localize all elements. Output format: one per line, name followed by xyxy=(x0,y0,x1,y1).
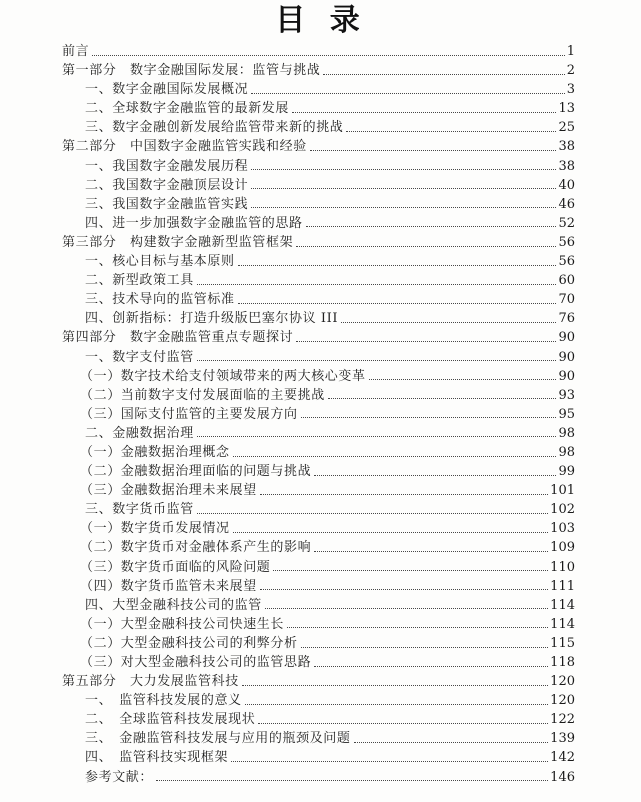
toc-entry-label: （一）数字货币发展情况 xyxy=(80,521,230,537)
toc-entry[interactable] xyxy=(62,479,575,498)
dotted-leader xyxy=(258,723,548,724)
toc-entry-label: （一）大型金融科技公司快速生长 xyxy=(80,616,285,632)
toc-entry-label: （二）当前数字支付发展面临的主要挑战 xyxy=(80,387,325,403)
toc-entry[interactable] xyxy=(62,288,575,307)
toc-entry-page-number: 98 xyxy=(558,444,575,460)
toc-entry-label: 一、我国数字金融发展历程 xyxy=(85,158,249,174)
toc-entry[interactable] xyxy=(62,670,575,689)
toc-entry-label: 二、 全球监管科技发展现状 xyxy=(85,712,256,728)
toc-entry-page-number: 109 xyxy=(550,540,575,556)
dotted-leader xyxy=(314,475,556,476)
dotted-leader xyxy=(242,685,548,686)
toc-list xyxy=(62,40,575,785)
toc-entry-page-number: 90 xyxy=(558,330,575,346)
toc-entry[interactable] xyxy=(62,97,575,116)
toc-entry-label: 一、数字支付监管 xyxy=(85,349,194,365)
toc-entry-page-number: 99 xyxy=(558,464,575,480)
dotted-leader xyxy=(251,188,556,189)
toc-entry-label: 一、核心目标与基本原则 xyxy=(85,254,235,270)
toc-entry[interactable] xyxy=(62,365,575,384)
toc-entry[interactable] xyxy=(62,326,575,345)
toc-entry-label: 第一部分 数字金融国际发展：监管与挑战 xyxy=(62,63,321,79)
toc-entry-label: （三）国际支付监管的主要发展方向 xyxy=(80,406,298,422)
toc-entry-label: 第五部分 大力发展监管科技 xyxy=(62,674,239,690)
toc-entry-page-number: 111 xyxy=(550,578,575,594)
dotted-leader xyxy=(346,131,556,132)
dotted-leader xyxy=(251,93,565,94)
toc-entry-page-number: 1 xyxy=(566,44,575,59)
toc-entry-page-number: 90 xyxy=(558,349,575,365)
toc-entry[interactable] xyxy=(62,403,575,422)
toc-entry-label: 前言 xyxy=(62,44,90,59)
toc-entry-page-number: 25 xyxy=(558,120,575,136)
toc-entry-label: 三、技术导向的监管标准 xyxy=(85,292,235,308)
toc-entry-page-number: 76 xyxy=(558,311,575,327)
toc-entry-page-number: 56 xyxy=(558,254,575,270)
toc-entry-page-number: 139 xyxy=(550,731,575,747)
dotted-leader xyxy=(314,666,548,667)
toc-entry-label: 二、全球数字金融监管的最新发展 xyxy=(85,101,290,117)
dotted-leader xyxy=(323,74,564,75)
dotted-leader xyxy=(292,112,556,113)
toc-entry[interactable] xyxy=(62,212,575,231)
page-title: 目 录 xyxy=(275,3,362,38)
toc-entry-page-number: 38 xyxy=(558,139,575,155)
toc-entry-label: （二）金融数据治理面临的问题与挑战 xyxy=(80,464,312,480)
toc-entry[interactable] xyxy=(62,441,575,460)
toc-entry[interactable] xyxy=(62,193,575,212)
toc-entry[interactable] xyxy=(62,575,575,594)
toc-entry-page-number: 13 xyxy=(558,101,575,117)
toc-entry-page-number: 56 xyxy=(558,234,575,250)
toc-entry[interactable] xyxy=(62,307,575,326)
toc-entry[interactable] xyxy=(62,250,575,269)
toc-entry[interactable] xyxy=(62,422,575,441)
toc-entry-page-number: 90 xyxy=(558,368,575,384)
dotted-leader xyxy=(251,169,556,170)
toc-entry-label: 第二部分 中国数字金融监管实践和经验 xyxy=(62,139,307,155)
toc-entry-label: 二、金融数据治理 xyxy=(85,425,194,441)
toc-entry-label: 四、大型金融科技公司的监管 xyxy=(85,597,262,613)
toc-entry-page-number: 142 xyxy=(550,750,575,766)
toc-entry-page-number: 118 xyxy=(550,655,575,670)
toc-entry[interactable] xyxy=(62,689,575,708)
toc-entry-label: 第四部分 数字金融监管重点专题探讨 xyxy=(62,330,294,346)
toc-entry-page-number: 98 xyxy=(558,425,575,441)
toc-entry-page-number: 120 xyxy=(550,674,575,690)
toc-entry[interactable] xyxy=(62,708,575,727)
toc-entry-label: （一）数字技术给支付领域带来的两大核心变革 xyxy=(80,368,366,384)
dotted-leader xyxy=(328,398,557,399)
toc-entry-page-number: 146 xyxy=(550,769,575,785)
toc-entry-label: 四、进一步加强数字金融监管的思路 xyxy=(85,215,303,231)
toc-entry-label: 四、创新指标：打造升级版巴塞尔协议 III xyxy=(85,311,339,327)
dotted-leader xyxy=(197,513,548,514)
dotted-leader xyxy=(156,780,548,781)
toc-entry-label: 一、 监管科技发展的意义 xyxy=(85,693,242,709)
toc-entry[interactable] xyxy=(62,384,575,403)
dotted-leader xyxy=(314,551,548,552)
toc-entry-label: （三）数字货币面临的风险问题 xyxy=(80,559,271,575)
toc-entry[interactable] xyxy=(62,460,575,479)
toc-entry[interactable] xyxy=(62,116,575,135)
toc-entry-page-number: 52 xyxy=(558,215,575,231)
dotted-leader xyxy=(273,570,548,571)
dotted-leader xyxy=(287,627,548,628)
toc-entry-page-number: 2 xyxy=(566,63,575,79)
toc-entry[interactable] xyxy=(62,155,575,174)
toc-entry-label: 一、数字金融国际发展概况 xyxy=(85,82,249,98)
toc-entry[interactable] xyxy=(62,78,575,97)
toc-entry[interactable] xyxy=(62,632,575,651)
dotted-leader xyxy=(260,494,548,495)
dotted-leader xyxy=(233,456,557,457)
dotted-leader xyxy=(238,303,557,304)
dotted-leader xyxy=(92,55,565,56)
toc-entry[interactable] xyxy=(62,346,575,365)
toc-entry-label: 三、 金融监管科技发展与应用的瓶颈及问题 xyxy=(85,731,351,747)
toc-entry-page-number: 60 xyxy=(558,273,575,289)
dotted-leader xyxy=(251,207,556,208)
toc-entry-label: 三、数字金融创新发展给监管带来新的挑战 xyxy=(85,120,344,136)
toc-entry-page-number: 38 xyxy=(558,158,575,174)
dotted-leader xyxy=(197,284,557,285)
toc-entry-page-number: 40 xyxy=(558,177,575,193)
dotted-leader xyxy=(245,704,548,705)
toc-entry[interactable] xyxy=(62,135,575,154)
toc-entry-page-number: 101 xyxy=(550,483,575,499)
toc-entry-label: 三、数字货币监管 xyxy=(85,502,194,518)
dotted-leader xyxy=(310,150,557,151)
toc-entry-page-number: 110 xyxy=(550,559,575,575)
dotted-leader xyxy=(238,265,557,266)
dotted-leader xyxy=(231,761,548,762)
toc-entry-label: 三、我国数字金融监管实践 xyxy=(85,196,249,212)
toc-entry[interactable] xyxy=(62,517,575,536)
toc-entry-label: （一）金融数据治理概念 xyxy=(80,444,230,460)
toc-entry[interactable] xyxy=(62,594,575,613)
toc-entry-page-number: 114 xyxy=(550,616,575,632)
dotted-leader xyxy=(265,608,548,609)
toc-entry-label: （三）金融数据治理未来展望 xyxy=(80,483,257,499)
toc-entry-page-number: 122 xyxy=(550,712,575,728)
toc-entry-label: （二）大型金融科技公司的利弊分析 xyxy=(80,635,298,651)
toc-entry[interactable] xyxy=(62,269,575,288)
toc-entry-label: （四）数字货币监管未来展望 xyxy=(80,578,257,594)
toc-entry[interactable] xyxy=(62,727,575,746)
dotted-leader xyxy=(301,647,549,648)
toc-entry-label: 二、新型政策工具 xyxy=(85,273,194,289)
toc-entry[interactable] xyxy=(62,40,575,59)
toc-entry-page-number: 114 xyxy=(550,597,575,613)
toc-entry-label: 二、我国数字金融顶层设计 xyxy=(85,177,249,193)
toc-entry[interactable] xyxy=(62,613,575,632)
toc-entry[interactable] xyxy=(62,746,575,765)
toc-entry-page-number: 103 xyxy=(550,521,575,537)
toc-entry[interactable] xyxy=(62,174,575,193)
toc-entry-page-number: 3 xyxy=(566,82,575,98)
toc-entry[interactable] xyxy=(62,536,575,555)
toc-entry-page-number: 115 xyxy=(550,635,575,651)
dotted-leader xyxy=(296,341,556,342)
toc-entry-page-number: 70 xyxy=(558,292,575,308)
dotted-leader xyxy=(369,379,557,380)
toc-entry-page-number: 93 xyxy=(558,387,575,403)
toc-entry-page-number: 102 xyxy=(550,502,575,518)
dotted-leader xyxy=(354,742,549,743)
toc-entry-page-number: 46 xyxy=(558,196,575,212)
toc-entry[interactable] xyxy=(62,651,575,670)
dotted-leader xyxy=(233,532,549,533)
toc-entry[interactable] xyxy=(62,498,575,517)
dotted-leader xyxy=(296,246,556,247)
dotted-leader xyxy=(306,226,557,227)
toc-entry-page-number: 95 xyxy=(558,406,575,422)
toc-entry-label: 四、 监管科技实现框架 xyxy=(85,750,229,766)
toc-entry-label: 参考文献： xyxy=(85,769,154,785)
toc-entry[interactable] xyxy=(62,231,575,250)
toc-entry[interactable] xyxy=(62,556,575,575)
toc-entry-page-number: 120 xyxy=(550,693,575,709)
dotted-leader xyxy=(197,436,557,437)
dotted-leader xyxy=(301,417,557,418)
toc-entry[interactable] xyxy=(62,766,575,785)
dotted-leader xyxy=(197,360,557,361)
toc-entry-label: 第三部分 构建数字金融新型监管框架 xyxy=(62,234,294,250)
toc-entry-label: （三）对大型金融科技公司的监管思路 xyxy=(80,655,312,670)
dotted-leader xyxy=(341,322,556,323)
toc-entry-label: （二）数字货币对金融体系产生的影响 xyxy=(80,540,312,556)
toc-entry[interactable] xyxy=(62,59,575,78)
dotted-leader xyxy=(260,589,548,590)
